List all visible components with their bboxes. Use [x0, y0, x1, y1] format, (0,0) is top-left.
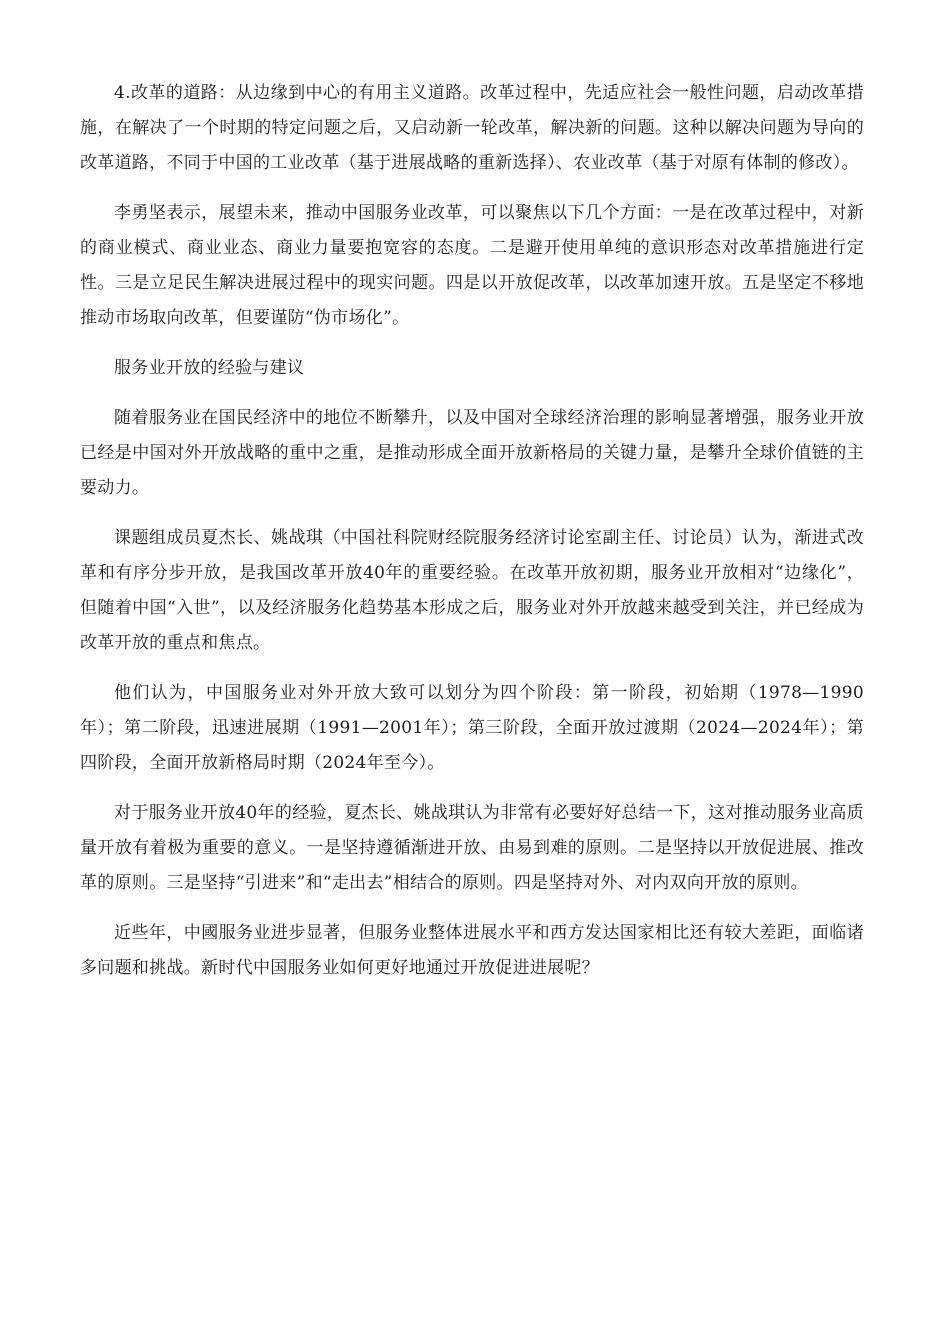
paragraph-future-outlook: 李勇坚表示，展望未来，推动中国服务业改革，可以聚焦以下几个方面：一是在改革过程中，对新的商业模式、商业业态、商业力量要抱宽容的态度。二是避开使用单纯的意识形态对改革措施进行定性。三是立足民生解决进展过程中的现实问题。四是以开放促改革，以改革加速开放。五是坚定不移地推动市场取向改革，但要谨防“伪市场化”。 — [80, 203, 864, 328]
section-heading: 服务业开放的经验与建议 — [114, 358, 305, 378]
document-body — [80, 76, 864, 1001]
paragraph-four-stages: 他们认为，中国服务业对外开放大致可以划分为四个阶段：第一阶段，初始期（1978—1990年）；第二阶段，迅速进展期（1991—2001年）；第三阶段，全面开放过渡期（2024—2024年）；第四阶段，全面开放新格局时期（2024年至今）。 — [80, 683, 864, 773]
paragraph-experience-principles: 对于服务业开放40年的经验，夏杰长、姚战琪认为非常有必要好好总结一下，这对推动服务业高质量开放有着极为重要的意义。一是坚持遵循渐进开放、由易到难的原则。二是坚持以开放促进展、推改革的原则。三是坚持“引进来”和“走出去”相结合的原则。四是坚持对外、对内双向开放的原则。 — [80, 803, 864, 893]
paragraph-challenges: 近些年，中國服务业进步显著，但服务业整体进展水平和西方发达国家相比还有较大差距，面临诸多问题和挑战。新时代中国服务业如何更好地通过开放促进进展呢？ — [80, 923, 864, 978]
paragraph-reform-path: 4.改革的道路：从边缘到中心的有用主义道路。改革过程中，先适应社会一般性问题，启动改革措施，在解决了一个时期的特定问题之后，又启动新一轮改革，解决新的问题。这种以解决问题为导向的改革道路，不同于中国的工业改革（基于进展战略的重新选择）、农业改革（基于对原有体制的修改）。 — [80, 83, 864, 173]
paragraph-service-opening-importance: 随着服务业在国民经济中的地位不断攀升，以及中国对全球经济治理的影响显著增强，服务业开放已经是中国对外开放战略的重中之重，是推动形成全面开放新格局的关键力量，是攀升全球价值链的主要动力。 — [80, 408, 864, 498]
paragraph-gradual-reform: 课题组成员夏杰长、姚战琪（中国社科院财经院服务经济讨论室副主任、讨论员）认为，渐进式改革和有序分步开放，是我国改革开放40年的重要经验。在改革开放初期，服务业开放相对“边缘化”，但随着中国“入世”，以及经济服务化趋势基本形成之后，服务业对外开放越来越受到关注，并已经成为改革开放的重点和焦点。 — [80, 528, 864, 653]
